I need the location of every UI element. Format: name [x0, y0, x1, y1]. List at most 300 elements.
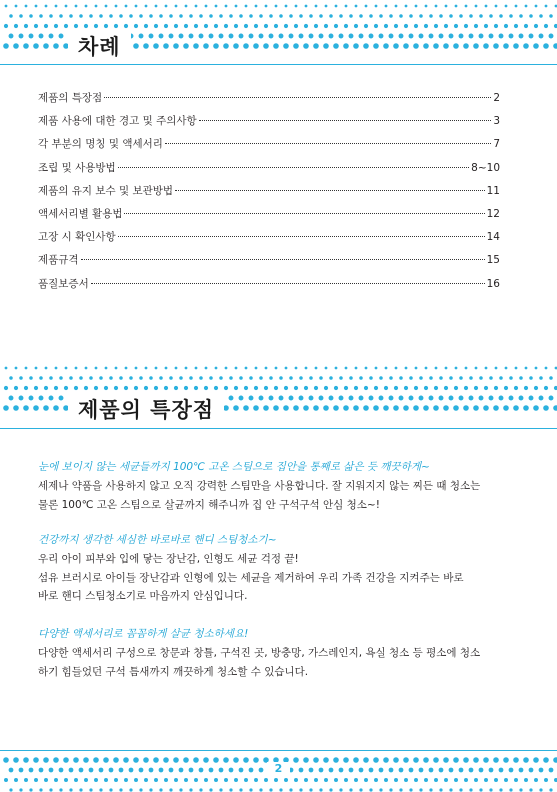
decorative-dot	[179, 376, 183, 380]
toc-entry-page: 14	[486, 231, 500, 244]
toc-leader-dots	[118, 236, 485, 237]
decorative-dot	[305, 367, 308, 370]
decorative-dot	[185, 367, 188, 370]
decorative-dot	[464, 778, 468, 782]
decorative-dot	[84, 778, 88, 782]
decorative-dot	[339, 396, 344, 401]
decorative-dot	[185, 5, 188, 8]
decorative-dot	[104, 778, 108, 782]
decorative-dot	[165, 5, 168, 8]
decorative-dot	[529, 376, 533, 380]
feature-text: 물론 100℃ 고온 스팀으로 살균까지 해주니까 집 안 구석구석 안심 청소~!	[38, 498, 380, 511]
decorative-dot	[319, 34, 324, 39]
decorative-dot	[165, 367, 168, 370]
decorative-dot	[515, 5, 518, 8]
decorative-dot	[3, 405, 9, 411]
decorative-dot	[144, 24, 148, 28]
decorative-dot	[9, 34, 14, 39]
decorative-dot	[34, 778, 38, 782]
decorative-dot	[169, 34, 174, 39]
decorative-dot	[419, 34, 424, 39]
decorative-dot	[55, 5, 58, 8]
decorative-dot	[154, 778, 158, 782]
decorative-dot	[75, 5, 78, 8]
decorative-dot	[339, 376, 343, 380]
decorative-dot	[25, 5, 28, 8]
decorative-dot	[269, 396, 274, 401]
decorative-dot	[29, 34, 34, 39]
decorative-dot	[464, 386, 468, 390]
decorative-dot	[333, 43, 339, 49]
decorative-dot	[419, 396, 424, 401]
decorative-dot	[534, 386, 538, 390]
decorative-dot	[419, 376, 423, 380]
decorative-dot	[394, 386, 398, 390]
decorative-dot	[405, 5, 408, 8]
toc-entry	[38, 90, 500, 113]
decorative-dot	[234, 778, 238, 782]
decorative-dot	[335, 367, 338, 370]
feature-heading: 눈에 보이지 않는 세균들까지 100℃ 고온 스팀으로 집안을 통째로 삶은 듯 깨끗하게~	[38, 461, 430, 473]
feature-text: 세제나 약품을 사용하지 않고 오직 강력한 스팀만을 사용합니다. 잘 지워지지 않는 찌든 때 청소는	[38, 480, 481, 492]
decorative-dot	[95, 367, 98, 370]
toc-entry	[38, 252, 500, 275]
decorative-dot	[279, 14, 283, 18]
decorative-dot	[24, 24, 28, 28]
decorative-dot	[479, 376, 483, 380]
decorative-dot	[35, 5, 38, 8]
decorative-dot	[4, 778, 8, 782]
decorative-dot	[189, 34, 194, 39]
decorative-dot	[489, 34, 494, 39]
decorative-dot	[509, 376, 513, 380]
decorative-dot	[439, 14, 443, 18]
decorative-dot	[309, 14, 313, 18]
decorative-dot	[39, 376, 43, 380]
toc-entry-label: 액세서리별 활용법	[38, 207, 123, 220]
decorative-dot	[59, 788, 62, 791]
decorative-dot	[453, 405, 459, 411]
decorative-dot	[259, 376, 263, 380]
decorative-dot	[359, 788, 362, 791]
decorative-dot	[234, 24, 238, 28]
decorative-dot	[465, 367, 468, 370]
decorative-dot	[204, 778, 208, 782]
decorative-dot	[315, 5, 318, 8]
decorative-dot	[109, 788, 112, 791]
toc-title-box	[68, 31, 131, 61]
decorative-dot	[425, 367, 428, 370]
decorative-dot	[494, 778, 498, 782]
decorative-dot	[79, 376, 83, 380]
decorative-dot	[294, 24, 298, 28]
decorative-dot	[353, 405, 359, 411]
bottom-rule	[0, 750, 557, 751]
decorative-dot	[295, 5, 298, 8]
decorative-dot	[309, 376, 313, 380]
decorative-dot	[149, 14, 153, 18]
decorative-dot	[19, 34, 24, 39]
decorative-dot	[404, 24, 408, 28]
decorative-dot	[264, 386, 268, 390]
decorative-dot	[474, 386, 478, 390]
decorative-dot	[259, 34, 264, 39]
decorative-dot	[304, 778, 308, 782]
decorative-dot	[503, 405, 509, 411]
decorative-dot	[155, 367, 158, 370]
decorative-dot	[389, 788, 392, 791]
decorative-dot	[259, 14, 263, 18]
decorative-dot	[294, 778, 298, 782]
decorative-dot	[449, 14, 453, 18]
decorative-dot	[459, 14, 463, 18]
decorative-dot	[243, 43, 249, 49]
decorative-dot	[283, 43, 289, 49]
decorative-dot	[133, 43, 139, 49]
decorative-dot	[514, 778, 518, 782]
decorative-dot	[79, 788, 82, 791]
decorative-dot	[209, 788, 212, 791]
decorative-dot	[3, 43, 9, 49]
decorative-dot	[135, 367, 138, 370]
decorative-dot	[365, 5, 368, 8]
decorative-dot	[439, 34, 444, 39]
decorative-dot	[479, 788, 482, 791]
toc-entry	[38, 113, 500, 136]
decorative-dot	[454, 24, 458, 28]
decorative-dot	[139, 376, 143, 380]
decorative-dot	[199, 34, 204, 39]
decorative-dot	[529, 34, 534, 39]
decorative-dot	[13, 43, 19, 49]
decorative-dot	[273, 43, 279, 49]
decorative-dot	[549, 376, 553, 380]
decorative-dot	[193, 43, 199, 49]
decorative-dot	[159, 788, 162, 791]
decorative-dot	[399, 14, 403, 18]
decorative-dot	[509, 34, 514, 39]
toc-entry-label: 제품 사용에 대한 경고 및 주의사항	[38, 115, 197, 128]
decorative-dot	[194, 24, 198, 28]
decorative-dot	[385, 367, 388, 370]
middle-rule	[0, 428, 557, 429]
decorative-dot	[219, 376, 223, 380]
decorative-dot	[249, 34, 254, 39]
decorative-dot	[249, 788, 252, 791]
decorative-dot	[299, 34, 304, 39]
toc-entry	[38, 229, 500, 252]
decorative-dot	[329, 14, 333, 18]
decorative-dot	[264, 24, 268, 28]
decorative-dot	[44, 778, 48, 782]
decorative-dot	[429, 34, 434, 39]
decorative-dot	[299, 14, 303, 18]
decorative-dot	[29, 396, 34, 401]
decorative-dot	[359, 14, 363, 18]
toc-entry	[38, 183, 500, 206]
decorative-dot	[435, 367, 438, 370]
decorative-dot	[175, 5, 178, 8]
decorative-dot	[535, 5, 538, 8]
decorative-dot	[84, 386, 88, 390]
decorative-dot	[504, 24, 508, 28]
decorative-dot	[164, 386, 168, 390]
decorative-dot	[285, 367, 288, 370]
decorative-dot	[309, 396, 314, 401]
decorative-dot	[9, 376, 13, 380]
decorative-dot	[533, 405, 539, 411]
decorative-dot	[429, 396, 434, 401]
decorative-dot	[29, 788, 32, 791]
decorative-dot	[385, 5, 388, 8]
decorative-dot	[424, 24, 428, 28]
decorative-dot	[524, 778, 528, 782]
decorative-dot	[529, 396, 534, 401]
decorative-dot	[189, 376, 193, 380]
toc-entry-label: 고장 시 확인사항	[38, 231, 116, 244]
decorative-dot	[129, 788, 132, 791]
decorative-dot	[539, 788, 542, 791]
decorative-dot	[84, 24, 88, 28]
decorative-dot	[479, 396, 484, 401]
decorative-dot	[204, 24, 208, 28]
decorative-dot	[239, 788, 242, 791]
decorative-dot	[479, 34, 484, 39]
decorative-dot	[483, 43, 489, 49]
decorative-dot	[449, 34, 454, 39]
decorative-dot	[89, 376, 93, 380]
decorative-dot	[289, 376, 293, 380]
decorative-dot	[169, 14, 173, 18]
decorative-dot	[19, 788, 22, 791]
toc-entry-page: 15	[486, 254, 500, 267]
decorative-dot	[459, 788, 462, 791]
decorative-dot	[54, 24, 58, 28]
decorative-dot	[403, 43, 409, 49]
decorative-dot	[229, 34, 234, 39]
decorative-dot	[53, 405, 59, 411]
decorative-dot	[544, 386, 548, 390]
decorative-dot	[509, 396, 514, 401]
decorative-dot	[549, 788, 552, 791]
decorative-dot	[254, 778, 258, 782]
decorative-dot	[323, 405, 329, 411]
decorative-dot	[493, 405, 499, 411]
decorative-dot	[279, 396, 284, 401]
decorative-dot	[259, 788, 262, 791]
decorative-dot	[234, 386, 238, 390]
toc-leader-dots	[81, 259, 485, 260]
decorative-dot	[289, 788, 292, 791]
decorative-dot	[134, 778, 138, 782]
decorative-dot	[389, 396, 394, 401]
decorative-dot	[303, 405, 309, 411]
decorative-dot	[504, 386, 508, 390]
feature-text: 우리 아이 피부와 입에 닿는 장난감, 인형도 세균 걱정 끝!	[38, 553, 299, 565]
decorative-dot	[154, 386, 158, 390]
decorative-dot	[34, 24, 38, 28]
decorative-dot	[14, 24, 18, 28]
decorative-dot	[369, 14, 373, 18]
decorative-dot	[369, 34, 374, 39]
decorative-dot	[549, 34, 554, 39]
toc-entry-label: 품질보증서	[38, 277, 89, 290]
decorative-dot	[209, 34, 214, 39]
decorative-dot	[264, 778, 268, 782]
decorative-dot	[414, 24, 418, 28]
decorative-dot	[375, 367, 378, 370]
decorative-dot	[469, 34, 474, 39]
decorative-dot	[129, 14, 133, 18]
decorative-dot	[339, 788, 342, 791]
decorative-dot	[273, 405, 279, 411]
decorative-dot	[183, 43, 189, 49]
decorative-dot	[435, 5, 438, 8]
decorative-dot	[485, 367, 488, 370]
decorative-dot	[329, 788, 332, 791]
decorative-dot	[114, 778, 118, 782]
decorative-dot	[279, 34, 284, 39]
decorative-dot	[59, 376, 63, 380]
decorative-dot	[409, 396, 414, 401]
decorative-dot	[533, 43, 539, 49]
decorative-dot	[364, 24, 368, 28]
decorative-dot	[413, 405, 419, 411]
decorative-dot	[439, 376, 443, 380]
toc-entry-page: 16	[486, 277, 500, 290]
decorative-dot	[489, 14, 493, 18]
decorative-dot	[414, 386, 418, 390]
decorative-dot	[513, 405, 519, 411]
decorative-dot	[44, 24, 48, 28]
decorative-dot	[49, 34, 54, 39]
decorative-dot	[314, 24, 318, 28]
decorative-dot	[229, 396, 234, 401]
decorative-dot	[23, 405, 29, 411]
decorative-dot	[229, 376, 233, 380]
decorative-dot	[43, 43, 49, 49]
decorative-dot	[444, 778, 448, 782]
feature-section-2	[38, 532, 508, 606]
decorative-dot	[529, 14, 533, 18]
decorative-dot	[179, 14, 183, 18]
decorative-dot	[69, 14, 73, 18]
decorative-dot	[99, 376, 103, 380]
decorative-dot	[239, 396, 244, 401]
decorative-dot	[265, 5, 268, 8]
decorative-dot	[259, 396, 264, 401]
decorative-dot	[174, 24, 178, 28]
toc-entry-page: 3	[493, 115, 500, 128]
decorative-dot	[33, 405, 39, 411]
decorative-dot	[5, 367, 8, 370]
decorative-dot	[74, 778, 78, 782]
decorative-dot	[349, 14, 353, 18]
decorative-dot	[429, 788, 432, 791]
decorative-dot	[184, 24, 188, 28]
decorative-dot	[304, 386, 308, 390]
decorative-dot	[499, 34, 504, 39]
decorative-dot	[94, 24, 98, 28]
decorative-dot	[255, 5, 258, 8]
decorative-dot	[209, 376, 213, 380]
decorative-dot	[463, 405, 469, 411]
decorative-dot	[373, 405, 379, 411]
decorative-dot	[65, 367, 68, 370]
decorative-dot	[325, 5, 328, 8]
decorative-dot	[24, 386, 28, 390]
decorative-dot	[59, 396, 64, 401]
decorative-dot	[279, 376, 283, 380]
decorative-dot	[424, 386, 428, 390]
toc-entry	[38, 160, 500, 183]
decorative-dot	[374, 386, 378, 390]
decorative-dot	[404, 778, 408, 782]
decorative-dot	[425, 5, 428, 8]
decorative-dot	[395, 5, 398, 8]
decorative-dot	[124, 778, 128, 782]
decorative-dot	[19, 396, 24, 401]
decorative-dot	[283, 405, 289, 411]
decorative-dot	[125, 367, 128, 370]
decorative-dot	[213, 43, 219, 49]
decorative-dot	[89, 14, 93, 18]
decorative-dot	[173, 43, 179, 49]
decorative-dot	[543, 43, 549, 49]
decorative-dot	[94, 386, 98, 390]
decorative-dot	[314, 778, 318, 782]
decorative-dot	[499, 376, 503, 380]
decorative-dot	[285, 5, 288, 8]
decorative-dot	[134, 24, 138, 28]
decorative-dot	[343, 43, 349, 49]
decorative-dot	[469, 376, 473, 380]
decorative-dot	[313, 405, 319, 411]
decorative-dot	[309, 788, 312, 791]
features-title-box	[68, 394, 224, 424]
decorative-dot	[355, 5, 358, 8]
decorative-dot	[269, 788, 272, 791]
decorative-dot	[549, 14, 553, 18]
decorative-dot	[359, 396, 364, 401]
decorative-dot	[19, 376, 23, 380]
decorative-dot	[534, 24, 538, 28]
page-number: 2	[0, 762, 557, 775]
decorative-dot	[4, 24, 8, 28]
decorative-dot	[399, 376, 403, 380]
decorative-dot	[344, 778, 348, 782]
decorative-dot	[64, 24, 68, 28]
decorative-dot	[539, 376, 543, 380]
decorative-dot	[339, 34, 344, 39]
decorative-dot	[229, 14, 233, 18]
decorative-dot	[415, 5, 418, 8]
toc-leader-dots	[199, 120, 492, 121]
decorative-dot	[354, 24, 358, 28]
decorative-dot	[254, 386, 258, 390]
decorative-dot	[353, 43, 359, 49]
decorative-dot	[419, 14, 423, 18]
decorative-dot	[25, 367, 28, 370]
decorative-dot	[114, 24, 118, 28]
decorative-dot	[399, 396, 404, 401]
decorative-dot	[205, 5, 208, 8]
decorative-dot	[64, 386, 68, 390]
decorative-dot	[535, 367, 538, 370]
decorative-dot	[429, 376, 433, 380]
decorative-dot	[469, 396, 474, 401]
decorative-dot	[124, 386, 128, 390]
